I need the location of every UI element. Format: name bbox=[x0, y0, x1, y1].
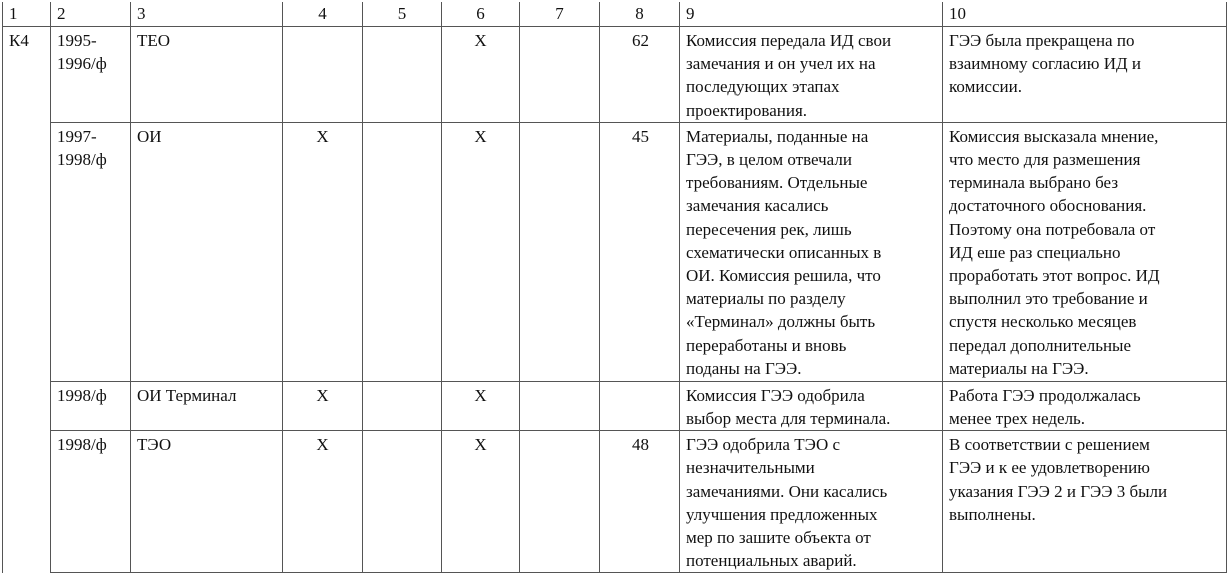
header-col-6: 6 bbox=[442, 2, 520, 27]
duration-cell: 62 bbox=[600, 27, 680, 123]
doc-type-cell: ОИ Терминал bbox=[131, 381, 283, 430]
duration-cell bbox=[600, 381, 680, 430]
header-col-4: 4 bbox=[283, 2, 363, 27]
outcome-cell: Комиссия высказала мнение, что место для размешения терминала выбрано без достаточного обоснования. Поэтому она потребовала от ИД еше раз специально проработать этот вопрос. ИД выполнил это требование и спустя несколько месяцев передал дополнительные материалы на ГЭЭ. bbox=[943, 122, 1227, 381]
mark-col-6: Х bbox=[442, 27, 520, 123]
table-row bbox=[3, 431, 1227, 573]
outcome-cell: Работа ГЭЭ продолжалась менее трех недель. bbox=[943, 381, 1227, 430]
outcome-cell: ГЭЭ была прекращена по взаимному согласию ИД и комиссии. bbox=[943, 27, 1227, 123]
header-col-1: 1 bbox=[3, 2, 51, 27]
mark-col-6: Х bbox=[442, 431, 520, 573]
header-col-8: 8 bbox=[600, 2, 680, 27]
mark-col-7 bbox=[520, 381, 600, 430]
duration-cell: 48 bbox=[600, 431, 680, 573]
table-row bbox=[3, 27, 1227, 123]
header-col-5: 5 bbox=[363, 2, 442, 27]
mark-col-4: Х bbox=[283, 381, 363, 430]
mark-col-7 bbox=[520, 27, 600, 123]
commission-result-cell: Материалы, поданные на ГЭЭ, в целом отвечали требованиям. Отдельные замечания касались пересечения рек, лишь схематически описанных в ОИ. Комиссия решила, что материалы по разделу «Терминал» должны быть переработаны и вновь поданы на ГЭЭ. bbox=[680, 122, 943, 381]
mark-col-4: Х bbox=[283, 431, 363, 573]
year-cell: 1995- 1996/ф bbox=[51, 27, 131, 123]
header-col-10: 10 bbox=[943, 2, 1227, 27]
mark-col-7 bbox=[520, 431, 600, 573]
mark-col-5 bbox=[363, 27, 442, 123]
year-cell: 1998/ф bbox=[51, 431, 131, 573]
table-row bbox=[3, 381, 1227, 430]
mark-col-4 bbox=[283, 27, 363, 123]
group-label: К4 bbox=[3, 27, 51, 573]
mark-col-5 bbox=[363, 381, 442, 430]
commission-result-cell: ГЭЭ одобрила ТЭО с незначительными замечаниями. Они касались улучшения предложенных мер по зашите объекта от потенциальных аварий. bbox=[680, 431, 943, 573]
commission-result-cell: Комиссия передала ИД свои замечания и он учел их на последующих этапах проектирования. bbox=[680, 27, 943, 123]
doc-type-cell: ТЕО bbox=[131, 27, 283, 123]
mark-col-6: Х bbox=[442, 381, 520, 430]
header-col-2: 2 bbox=[51, 2, 131, 27]
mark-col-5 bbox=[363, 431, 442, 573]
table-row bbox=[3, 122, 1227, 381]
doc-type-cell: ОИ bbox=[131, 122, 283, 381]
mark-col-4: Х bbox=[283, 122, 363, 381]
mark-col-6: Х bbox=[442, 122, 520, 381]
expertise-table bbox=[2, 2, 1227, 573]
mark-col-5 bbox=[363, 122, 442, 381]
mark-col-7 bbox=[520, 122, 600, 381]
commission-result-cell: Комиссия ГЭЭ одобрила выбор места для терминала. bbox=[680, 381, 943, 430]
outcome-cell: В соответствии с решением ГЭЭ и к ее удовлетворению указания ГЭЭ 2 и ГЭЭ 3 были выполнены. bbox=[943, 431, 1227, 573]
header-col-9: 9 bbox=[680, 2, 943, 27]
year-cell: 1997- 1998/ф bbox=[51, 122, 131, 381]
header-col-7: 7 bbox=[520, 2, 600, 27]
doc-type-cell: ТЭО bbox=[131, 431, 283, 573]
header-row bbox=[3, 2, 1227, 27]
header-col-3: 3 bbox=[131, 2, 283, 27]
year-cell: 1998/ф bbox=[51, 381, 131, 430]
duration-cell: 45 bbox=[600, 122, 680, 381]
